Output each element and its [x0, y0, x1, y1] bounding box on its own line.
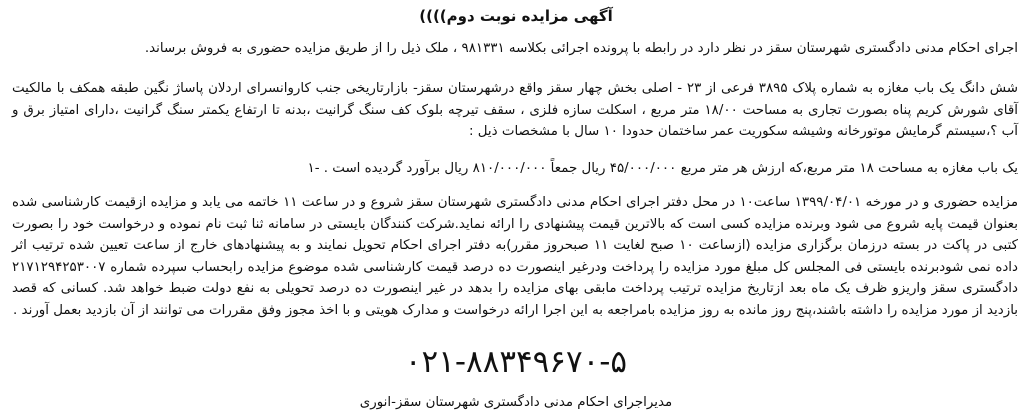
item-valuation: یک باب مغازه به مساحت ۱۸ متر مربع،که ارزش هر متر مربع ۴۵/۰۰۰/۰۰۰ ریال جمعاً ۸۱۰/۰۰۰/۰۰۰ ریال برآورد گردیده است . -۱: [307, 161, 1018, 176]
phone-number: ۰۲۱-۸۸۳۴۹۶۷۰-۵: [404, 344, 628, 380]
intro-paragraph: اجرای احکام مدنی دادگستری شهرستان سقز در نظر دارد در رابطه با پرونده اجرائی بکلاسه ۹۸۱۳۳۱ ، ملک ذیل را از طریق مزایده حضوری به فروش برساند.: [144, 41, 1018, 56]
auction-terms: مزایده حضوری و در مورخه ۱۳۹۹/۰۴/۰۱ ساعت۱۰ در محل دفتر اجرای احکام مدنی دادگستری شهرستان سقز شروع و در ساعت ۱۱ خاتمه می یابد و مزایده ازقیمت کارشناسی شده بعنوان قیمت پایه شروع می شود وبرنده مزایده کسی است که بالاترین قیمت پیشنهادی را ارائه نماید.شرکت کنندگان بایستی در سامانه ثنا ثبت نام نموده و درخواست خود را بصورت کتبی در پاکت در بسته درزمان برگزاری مزایده (ازساعت ۱۰ صبح لغایت ۱۱ صبحروز مقرر)به دفتر اجرای احکام تحویل نمایند و به پیشنهادهای خارج از ساعت تعیین شده ترتیب اثر داده نمی شودبرنده بایستی فی المجلس کل مبلغ مورد مزایده را پرداخت ودرغیر اینصورت ده درصد قیمت کارشناسی شده موضوع مزایده رابحساب سپرده شماره ۲۱۷۱۲۹۴۲۵۳۰۰۷ دادگستری سقز واریزو ظرف یک ماه بعد ازتاریخ مزایده ترتیب پرداخت مابقی بهای مزایده را بدهد در غیر اینصورت ده درصد تحویلی به نفع دولت ضبط خواهد شد. کسانی که قصد بازدید از مورد مزایده را داشته باشند،پنج روز مانده به روز مزایده بامراجعه به این اجرا ارائه درخواست و مدارک هویتی و با اخذ مجوز وفق مقررات می توانند از آن بازدید بعمل آورند .: [12, 195, 1019, 318]
notice-title: آگهی مزایده نوبت دوم)))): [419, 7, 613, 25]
property-description: شش دانگ یک باب مغازه به شماره پلاک ۳۸۹۵ فرعی از ۲۳ - اصلی بخش چهار سقز واقع درشهرستان سقز- بازارتاریخی جنب کاروانسرای اردلان پاساژ نگین طبقه همکف با مالکیت آقای شورش کریم پناه بصورت تجاری به مساحت ۱۸/۰۰ متر مربع ، اسکلت سازه فلزی ، سقف تیرچه بلوک کف سنگ گرانیت ،بدنه تا ارتفاع یکمتر سنگ گرانیت ،دارای امتیاز برق و آب ؟،سیستم گرمایش موتورخانه وشیشه سکوریت عمر ساختمان حدودا ۱۰ سال با مشخصات ذیل :: [12, 81, 1018, 139]
signature-line: مدیراجرای احکام مدنی دادگستری شهرستان سقز-انوری: [359, 395, 673, 410]
